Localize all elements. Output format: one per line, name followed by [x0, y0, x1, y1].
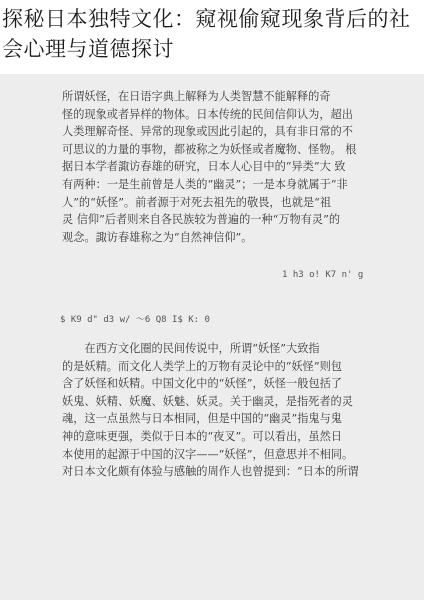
article-title: 探秘日本独特文化：窥视偷窥现象背后的社会心理与道德探讨 [2, 7, 411, 61]
text-line: 据日本学者諏访春雄的研究，日本人心目中的“异类”大 致 [62, 160, 346, 174]
text-line: 本使用的起源于中国的汉字——“妖怪”，但意思并不相同。 [62, 447, 354, 461]
text-line: 对日本文化颇有体验与感触的周作人也曾提到：“日本的所谓 [62, 465, 359, 479]
text-line: 人”的“妖怪”。前者源于对死去祖先的敬畏，也就是“祖 [62, 195, 332, 209]
text-line: 观念。諏访春雄称之为“自然神信仰”。 [62, 230, 253, 244]
text-line: 人类理解奇怪、异常的现象或因此引起的，具有非日常的不 [62, 125, 353, 139]
text-line: 妖鬼、妖精、妖魔、妖魅、妖灵。关于幽灵，是指死者的灵 [62, 394, 353, 408]
text-line: 可思议的力量的事物，都被称之为妖怪或者魔物、怪物。 根 [62, 142, 357, 156]
paragraph-western-comparison [62, 340, 372, 481]
text-line: 在西方文化圈的民间传说中，所谓“妖怪”大致指 [62, 342, 320, 355]
text-line: 的是妖精。而文化人类学上的万物有灵论中的“妖怪”则包 [62, 359, 342, 373]
ocr-artifact-text: 1 h3 o! K7 n' g [282, 270, 364, 280]
text-line: 有两种：一是生前曾是人类的“幽灵”；一是本身就属于“非 [62, 177, 348, 191]
scanned-page-image [0, 74, 424, 600]
text-line: 魂，这一点虽然与日本相同，但是中国的“幽灵”指鬼与鬼 [62, 412, 342, 426]
text-line: 含了妖怪和妖精。中国文化中的“妖怪”，妖怪一般包括了 [62, 377, 342, 391]
paragraph-yokai-definition [62, 88, 362, 246]
text-line: 所谓妖怪，在日语字典上解释为人类智慧不能解释的奇 [62, 90, 331, 103]
text-line: 怪的现象或者异样的物体。日本传统的民间信仰认为，超出 [62, 107, 353, 121]
text-line: 神的意味更强，类似于日本的“夜叉”。可以看出，虽然日 [62, 429, 342, 443]
ocr-artifact-text: $ K9 d" d3 w/ 〜6 Q8 I$ K: 0 [60, 315, 210, 325]
text-line: 灵 信仰”后者则来自各民族较为普遍的一种“万物有灵”的 [62, 213, 341, 227]
